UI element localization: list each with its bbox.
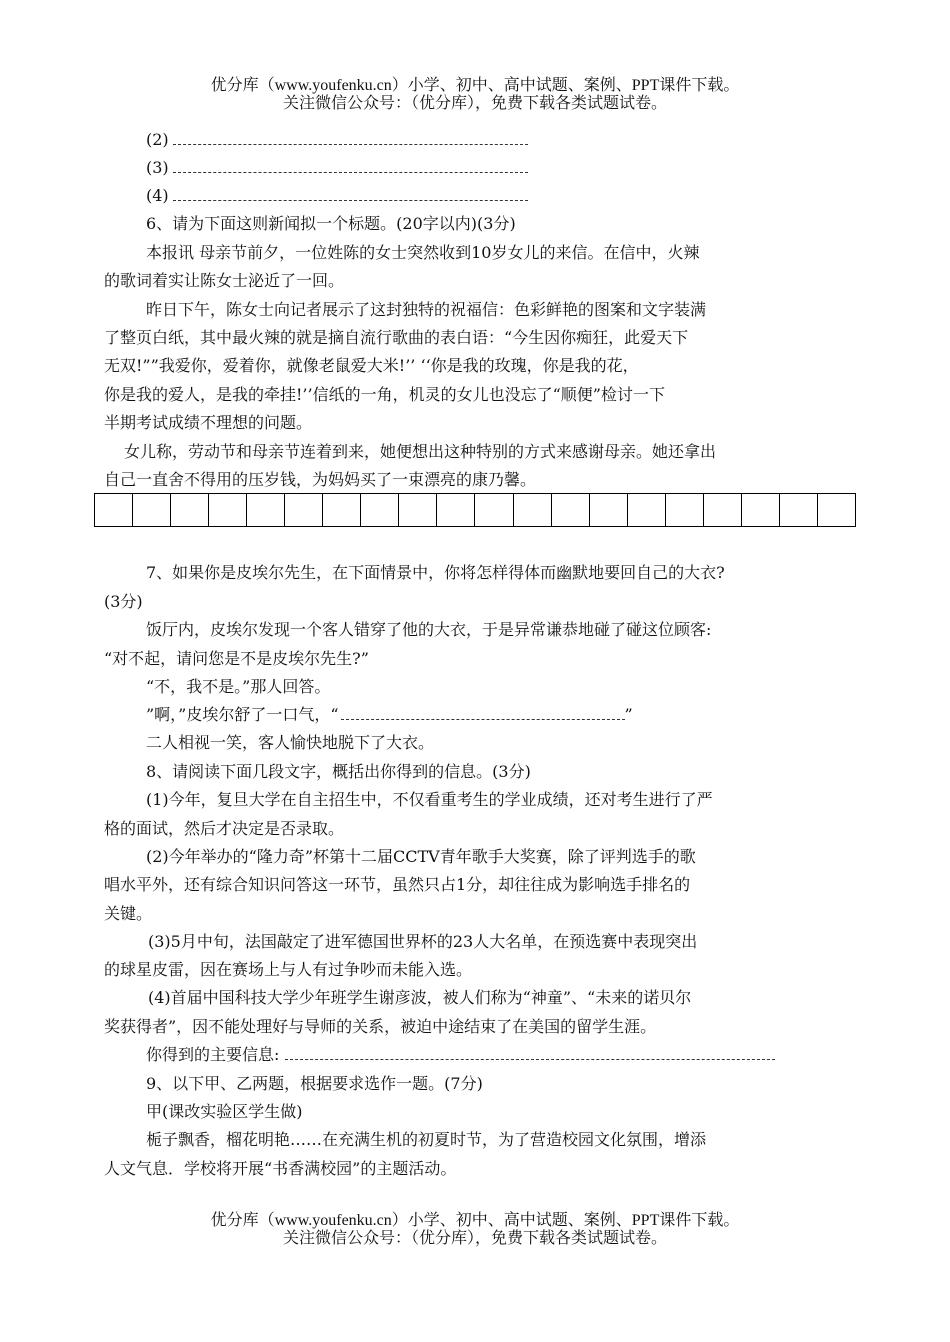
- grid-cell[interactable]: [514, 494, 552, 526]
- q6-text-line: 昨日下午，陈女士向记者展示了这封独特的祝福信：色彩鲜艳的图案和文字装满: [146, 300, 707, 319]
- grid-cell[interactable]: [361, 494, 399, 526]
- q6-text-line: 无双!””我爱你，爱着你，就像老鼠爱大米!’’ ‘‘你是我的玫瑰，你是我的花，: [104, 356, 639, 375]
- grid-cell[interactable]: [171, 494, 209, 526]
- q8-text-line: 关键。: [104, 904, 153, 923]
- q7-dialogue-line: [146, 705, 633, 725]
- q6-text-line: 本报讯 母亲节前夕，一位姓陈的女士突然收到10岁女儿的来信。在信中，火辣: [146, 243, 700, 262]
- grid-cell[interactable]: [475, 494, 513, 526]
- grid-cell[interactable]: [552, 494, 590, 526]
- grid-cell[interactable]: [95, 494, 133, 526]
- q9-text-line: 栀子飘香，榴花明艳……在充满生机的初夏时节，为了营造校园文化氛围，增添: [146, 1130, 707, 1149]
- grid-cell[interactable]: [628, 494, 666, 526]
- q9-option-jia: 甲(课改实验区学生做): [146, 1102, 303, 1121]
- q8-text-line: (1)今年，复旦大学在自主招生中，不仅看重考生的学业成绩，还对考生进行了严: [146, 790, 713, 809]
- q8-text-line: 奖获得者”，因不能处理好与导师的关系，被迫中途结束了在美国的留学生涯。: [104, 1017, 657, 1036]
- grid-cell[interactable]: [209, 494, 247, 526]
- q8-question: 8、请阅读下面几段文字，概括出你得到的信息。(3分): [146, 762, 531, 781]
- grid-cell[interactable]: [780, 494, 818, 526]
- grid-cell[interactable]: [133, 494, 171, 526]
- q7-text-line: “不，我不是。”那人回答。: [146, 677, 331, 696]
- answer-label-2: (2): [146, 130, 169, 149]
- q8-answer-blank[interactable]: [285, 1049, 775, 1060]
- page-header: [0, 77, 950, 113]
- footer-line-2: 关注微信公众号：（优分库），免费下载各类试题试卷。: [282, 1230, 667, 1247]
- grid-cell[interactable]: [323, 494, 361, 526]
- grid-cell[interactable]: [285, 494, 323, 526]
- q7-text-line: “对不起，请问您是不是皮埃尔先生?”: [104, 649, 369, 668]
- answer-blank-4[interactable]: [173, 190, 528, 201]
- q7-answer-blank[interactable]: [341, 709, 625, 720]
- q8-text-line: (3)5月中旬，法国敲定了进军德国世界杯的23人大名单，在预选赛中表现突出: [148, 932, 698, 951]
- header-line-1: 优分库（www.youfenku.cn）小学、初中、高中试题、案例、PPT课件下载。: [210, 77, 740, 94]
- answer-label-3: (3): [146, 158, 169, 177]
- title-answer-grid: [94, 493, 856, 527]
- grid-cell[interactable]: [818, 494, 855, 526]
- q6-text-line: 自己一直舍不得用的压岁钱，为妈妈买了一束漂亮的康乃馨。: [104, 470, 537, 489]
- q6-text-line: 的歌词着实让陈女士泌近了一回。: [104, 271, 345, 290]
- q8-text-line: 唱水平外，还有综合知识问答这一环节，虽然只占1分，却往往成为影响选手排名的: [104, 875, 691, 894]
- q6-text-line: 你是我的爱人，是我的牵挂!’’信纸的一角，机灵的女儿也没忘了“顺便”检讨一下: [104, 385, 665, 404]
- q8-text-line: (4)首届中国科技大学少年班学生谢彦波，被人们称为“神童”、“未来的诺贝尔: [148, 988, 692, 1007]
- footer-line-1: 优分库（www.youfenku.cn）小学、初中、高中试题、案例、PPT课件下载。: [210, 1212, 740, 1229]
- answer-line-2: [146, 130, 528, 150]
- q9-question: 9、以下甲、乙两题，根据要求选作一题。(7分): [146, 1074, 483, 1093]
- answer-line-3: [146, 158, 528, 178]
- grid-cell[interactable]: [666, 494, 704, 526]
- grid-cell[interactable]: [590, 494, 628, 526]
- q6-question: 6、请为下面这则新闻拟一个标题。(20字以内)(3分): [146, 214, 516, 233]
- q8-text-line: (2)今年举办的“隆力奇”杯第十二届CCTV青年歌手大奖赛，除了评判选手的歌: [146, 847, 696, 866]
- q7-question-points: (3分): [104, 592, 143, 611]
- page-footer: [0, 1212, 950, 1248]
- answer-blank-2[interactable]: [173, 134, 528, 145]
- grid-cell[interactable]: [247, 494, 285, 526]
- answer-line-4: [146, 186, 528, 206]
- answer-label-4: (4): [146, 186, 169, 205]
- grid-cell[interactable]: [437, 494, 475, 526]
- q8-answer-line: [146, 1045, 775, 1065]
- q7-dialogue-end: ”: [624, 705, 633, 724]
- q6-text-line: 女儿称，劳动节和母亲节连着到来，她便想出这种特别的方式来感谢母亲。她还拿出: [124, 442, 717, 461]
- q7-dialogue-start: ”啊，”皮埃尔舒了一口气，“: [146, 705, 339, 724]
- q8-text-line: 的球星皮雷，因在赛场上与人有过争吵而未能入选。: [104, 960, 473, 979]
- q7-question: 7、如果你是皮埃尔先生，在下面情景中，你将怎样得体而幽默地要回自己的大衣?: [146, 563, 725, 582]
- q7-text-line: 二人相视一笑，客人愉快地脱下了大衣。: [146, 733, 435, 752]
- q6-text-line: 了整页白纸，其中最火辣的就是摘自流行歌曲的表白语：“今生因你痴狂，此爱天下: [104, 328, 689, 347]
- grid-cell[interactable]: [399, 494, 437, 526]
- q8-answer-label: 你得到的主要信息:: [146, 1045, 280, 1064]
- q9-text-line: 人文气息．学校将开展“书香满校园”的主题活动。: [104, 1159, 457, 1178]
- q6-text-line: 半期考试成绩不理想的问题。: [104, 413, 313, 432]
- q8-text-line: 格的面试，然后才决定是否录取。: [104, 819, 345, 838]
- header-line-2: 关注微信公众号：（优分库），免费下载各类试题试卷。: [282, 95, 667, 112]
- answer-blank-3[interactable]: [173, 162, 528, 173]
- q7-text-line: 饭厅内，皮埃尔发现一个客人错穿了他的大衣，于是异常谦恭地碰了碰这位顾客:: [146, 620, 712, 639]
- grid-cell[interactable]: [704, 494, 742, 526]
- grid-cell[interactable]: [742, 494, 780, 526]
